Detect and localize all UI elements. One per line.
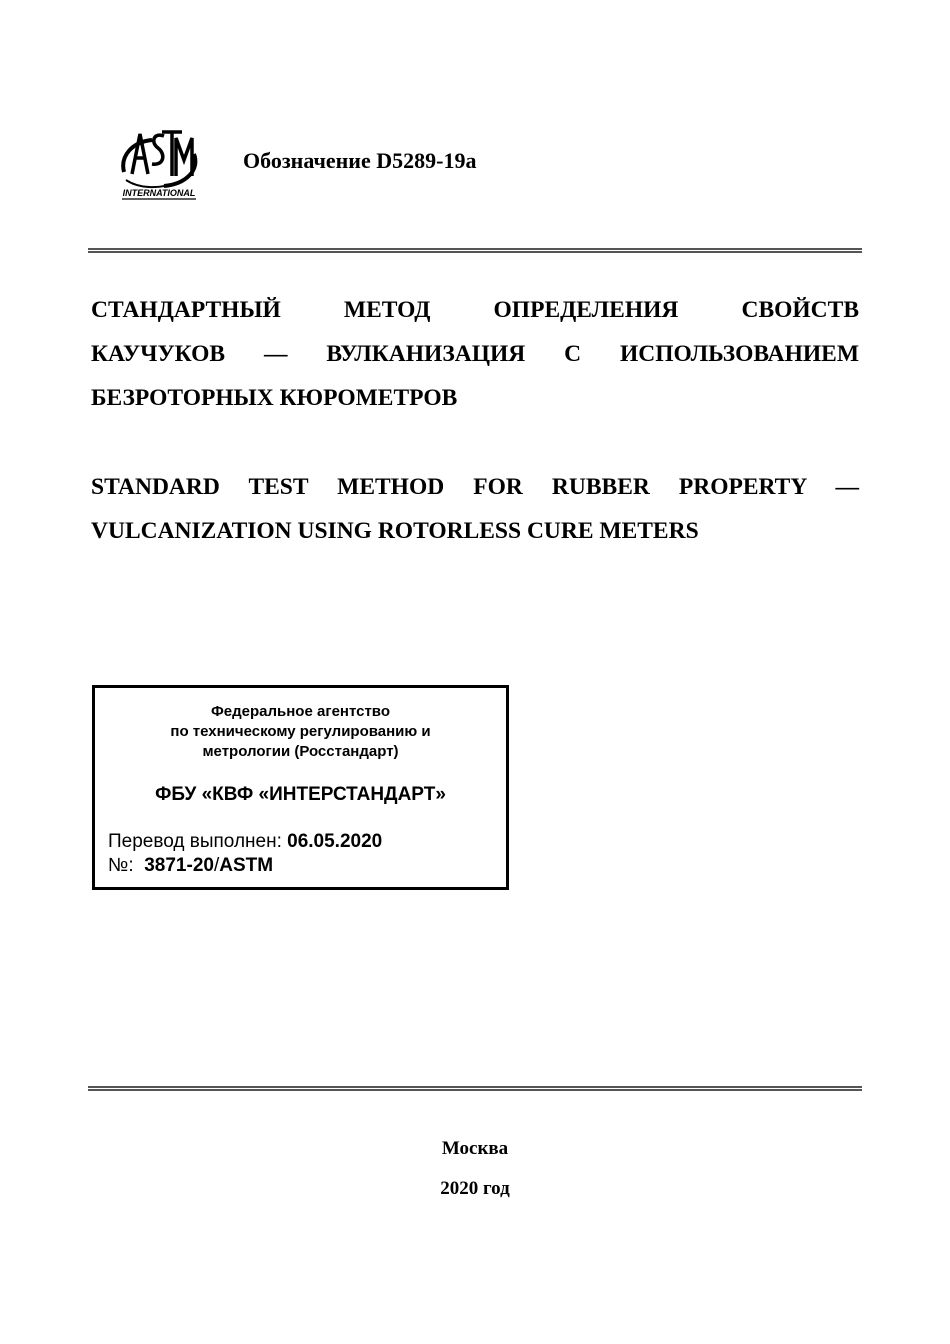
title-ru-line: БЕЗРОТОРНЫХ КЮРОМЕТРОВ (91, 385, 458, 411)
stamp-agency-line: по техническому регулированию и (170, 723, 431, 740)
publication-year: 2020 год (440, 1178, 510, 1199)
stamp-agency (95, 702, 506, 762)
title-ru-line: СТАНДАРТНЫЙ МЕТОД ОПРЕДЕЛЕНИЯ СВОЙСТВ (91, 297, 859, 323)
document-designation: Обозначение D5289-19a (243, 148, 477, 173)
bottom-divider (88, 1086, 862, 1091)
stamp-organization: ФБУ «КВФ «ИНТЕРСТАНДАРТ» (155, 784, 446, 805)
top-divider (88, 248, 862, 253)
publication-city: Москва (441, 1138, 509, 1159)
translation-stamp (92, 685, 509, 890)
stamp-agency-line: метрологии (Росстандарт) (202, 743, 399, 760)
title-en-line: STANDARD TEST METHOD FOR RUBBER PROPERTY — (91, 474, 859, 500)
logo-subtext: INTERNATIONAL (122, 188, 196, 198)
stamp-number-label: №: (108, 855, 134, 876)
stamp-date-label: Перевод выполнен: (108, 831, 282, 852)
stamp-agency-line: Федеральное агентство (210, 703, 390, 720)
stamp-date-row (108, 830, 382, 854)
astm-logo (118, 126, 200, 200)
stamp-date-value: 06.05.2020 (287, 831, 383, 852)
title-ru-line: КАУЧУКОВ — ВУЛКАНИЗАЦИЯ С ИСПОЛЬЗОВАНИЕМ (91, 341, 859, 367)
title-russian (91, 288, 859, 420)
stamp-number-row: №: 3871-20/ASTM (108, 855, 274, 876)
title-english (91, 465, 859, 553)
title-en-line: VULCANIZATION USING ROTORLESS CURE METERS (91, 518, 699, 544)
stamp-number-value: 3871-20 (144, 855, 214, 876)
astm-logo-icon (118, 126, 200, 200)
stamp-translation-info (108, 830, 382, 878)
stamp-number-suffix: ASTM (219, 855, 274, 876)
